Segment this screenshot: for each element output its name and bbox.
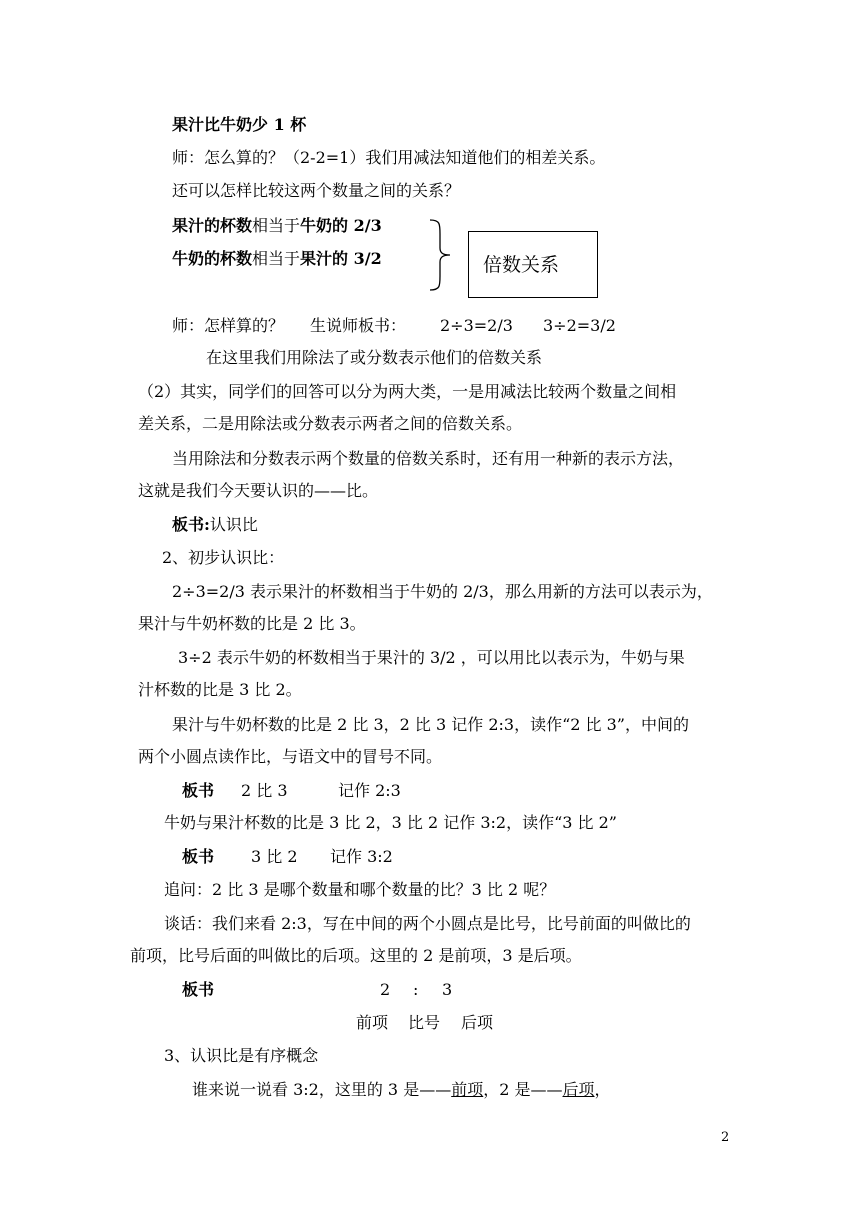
division-3-2: 3÷2=3/2: [543, 316, 616, 335]
juice-fraction-text: 果汁的 3/2: [300, 249, 382, 268]
who-says-text: 谁来说一说看 3:2，这里的 3 是——: [192, 1080, 452, 1099]
milk-cups-text: 牛奶的杯数: [172, 249, 253, 268]
line-juice-ratio: [172, 216, 382, 236]
section-heading-2: 2、初步认识比：: [162, 548, 285, 567]
line-milk-ratio: [172, 249, 382, 269]
board-antecedent-2: 2: [380, 980, 391, 999]
line-milk-juice-ratio: 牛奶与果汁杯数的比是 3 比 2，3 比 2 记作 3:2，读作“3 比 2”: [164, 813, 617, 832]
line-teacher-question-1: 师：怎么算的？（2-2=1）我们用减法知道他们的相差关系。: [172, 148, 606, 167]
board-label-4: 板书: [182, 980, 215, 999]
teacher-how-text: 师：怎样算的？: [172, 316, 285, 335]
board-written-3-2: 记作 3:2: [330, 847, 393, 866]
multiple-relation-label: 倍数关系: [483, 254, 560, 276]
board-label-3: 板书: [182, 847, 215, 866]
board-2-bi-3: 2 比 3: [241, 781, 288, 800]
section-heading-3: 3、认识比是有序概念: [164, 1046, 319, 1065]
line-talk-b: 前项，比号后面的叫做比的后项。这里的 2 是前项，3 是后项。: [130, 946, 582, 965]
line-paragraph-2a: （2）其实，同学们的回答可以分为两大类，一是用减法比较两个数量之间相: [138, 382, 677, 401]
line-ratio-2-3-a: 2÷3=2/3 表示果汁的杯数相当于牛奶的 2/3，那么用新的方法可以表示为，: [172, 582, 713, 601]
equivalent-text: 相当于: [252, 249, 301, 268]
division-2-3: 2÷3=2/3: [440, 316, 513, 335]
line-compare-question: 还可以怎样比较这两个数量之间的关系？: [172, 181, 461, 200]
line-ratio-2-3-b: 果汁与牛奶杯数的比是 2 比 3。: [138, 614, 366, 633]
board-label-2: 板书: [182, 781, 215, 800]
label-ratio-sign: 比号: [408, 1013, 441, 1032]
line-juice-less: 果汁比牛奶少 1 杯: [172, 115, 307, 134]
answer-consequent: 后项: [562, 1080, 595, 1099]
line-talk-a: 谈话：我们来看 2:3，写在中间的两个小圆点是比号，比号前面的叫做比的: [164, 914, 691, 933]
line-who-says: [192, 1080, 611, 1100]
line-new-method-a: 当用除法和分数表示两个数量的倍数关系时，还有用一种新的表示方法，: [172, 449, 685, 468]
who-says-mid: ，2 是——: [483, 1080, 563, 1099]
line-board-recognize: [172, 515, 258, 535]
equivalent-text: 相当于: [252, 216, 301, 235]
board-label: 板书:: [172, 515, 210, 534]
line-ratio-3-2-b: 汁杯数的比是 3 比 2。: [138, 680, 302, 699]
line-follow-up: 追问：2 比 3 是哪个数量和哪个数量的比？3 比 2 呢？: [164, 880, 556, 899]
line-read-ratio-a: 果汁与牛奶杯数的比是 2 比 3，2 比 3 记作 2:3，读作“2 比 3”，中间的: [172, 715, 689, 734]
student-board-text: 生说师板书：: [310, 316, 407, 335]
multiple-relation-box: [468, 231, 598, 298]
board-written-2-3: 记作 2:3: [338, 781, 401, 800]
board-ratio-sign: :: [413, 980, 419, 999]
board-3-bi-2: 3 比 2: [251, 847, 298, 866]
page-number: 2: [721, 1130, 730, 1145]
line-ratio-3-2-a: 3÷2 表示牛奶的杯数相当于果汁的 3/2 ，可以用比以表示为，牛奶与果: [178, 648, 685, 667]
recognize-ratio-text: 认识比: [209, 515, 258, 534]
milk-fraction-text: 牛奶的 2/3: [300, 216, 382, 235]
line-division-fraction: 在这里我们用除法了或分数表示他们的倍数关系: [206, 348, 543, 367]
line-teacher-how: [172, 316, 284, 336]
line-new-method-b: 这就是我们今天要认识的——比。: [138, 481, 379, 500]
right-brace-icon: [428, 218, 458, 292]
answer-antecedent: 前项: [451, 1080, 484, 1099]
who-says-end: ，: [594, 1080, 611, 1099]
label-antecedent: 前项: [356, 1013, 389, 1032]
label-consequent: 后项: [461, 1013, 494, 1032]
line-paragraph-2b: 差关系，二是用除法或分数表示两者之间的倍数关系。: [138, 414, 523, 433]
line-read-ratio-b: 两个小圆点读作比，与语文中的冒号不同。: [138, 747, 443, 766]
juice-cups-text: 果汁的杯数: [172, 216, 253, 235]
board-consequent-3: 3: [442, 980, 453, 999]
